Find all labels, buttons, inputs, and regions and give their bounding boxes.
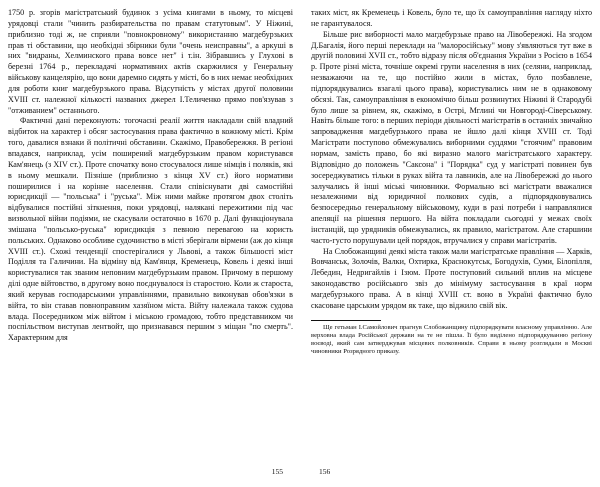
right-page <box>311 8 592 480</box>
left-paragraph-2: Фактичні дані переконують: тогочасні реалії життя накладали свій владний відбиток на характер і обсяг застосування права фактично в кожному місті. Крім того, давалися взнаки й політичні обставини. Скажімо, Правобережжя. В регіоні впадався, наприклад, усім поширений магдебурзьким правом користувався Кам'янець (з XIV ст.). Проте спочатку воно стосувалося лише німців і поляків, які в ньому мешкали. Пізніше (приблизно з кінця XV ст.) його нормативи поширилися і на корінне населення. Стали співіснувати дві самостійні юрисдикції — "польська" і "руська". Між ними майже протягом двох століть відбувалися постійні зіткнення, поки урядовці, налякані пережитими під час визвольної війни подіями, не скасували остаточно в 1670 р. Далі функціонувала змішана "польсько-руська" юрисдикція з певною перевагою на користь польських. Однаково особливе судочинство в місті зберігали вірмени (аж до кінця XVIII ст.). Схожі тенденції спостерігалися у Львові, а також більшості міст Поділля та Галичини. На відміну від Кам'янця, Кременець, Ковель і деякі інші користувалися так званим неповним магдебурзьким правом. Причому в першому ділі одне війтовство, в другому воно поєднувалося із старостою. Коли ж староста, який керував господарськими управліннями, правильно виконував обов'язки в війта, то він ставав повноправним хазяїном міста. Війту належала також судова влада. Посередником між війтом і міською громадою, тобто представником чи поспільством виступав лентвойт, що признавався першим з міщан "по смерть". Характерним для <box>8 116 293 343</box>
left-page <box>8 8 293 480</box>
footnote: Ще гетьман І.Самойлович прагнув Слобожанщину підпорядкувати власному управлінню. Але верховна влада Російської держави на те не пішла. Її було виділено підпорядкуванню регіону воєводі, який сам затверджував місцевих полковників. Справи в ньому розглядали в Москві чиновники Розрядного приказу. <box>311 323 592 356</box>
footnote-divider <box>311 320 381 321</box>
page-number-right: 156 <box>319 467 331 477</box>
right-paragraph-2: Більше рис виборності мало магдебурзьке право на Лівобережжі. На згодом Д.Багалія, його перші переклади на "малоросійську" мову з'являються тут вже в другій половині XVII ст., тобто відразу після об'єднання України з Росією в 1654 р. Проте різні міста, точніше окремі групи населення в них (селяни, наприклад, незважаючи на те, що постійно жили в містах, було позбавлене, підпорядкувались взагалі цього права), користувались ним не в однаковому обсязі. Так, самоуправління в економічно більш розвинутих Ніжині й Стародубі було лише за рівнем, як, скажімо, в Острі, Мглині чи Новгороді-Сіверському. Навіть більше того: в перших періоди діяльності магістратів в останніх звичайно запровадження магдебурзького права не йшло далі кінця XVIII ст. Тоді Магістрати поступово обмежувались виборними суддями "стоячим" правовим нормам, замість право, бо які виразно малого магістратського характеру. Відповідно до положень "Саксона" і "Порядка" суд у магістраті повинен був зосереджуватись тільки в руках війта та лавників, але на Лівобережжі до нього залучались й інші міські чиновники. Формально всі магістрати вважалися незалежними від юридичної полкових судів, а підпорядковувались безпосередньо генеральному військовому, куди в разі потреби і направлялися апеляції на рішення першого. На війта покладали сьогодні у межах своїх інстанцій, що урядників обмежувались, як правило, магістратом. Але старшини часто-густо порушували цей порядок, втручалися у справи магістратів. <box>311 29 592 245</box>
page-number-left: 155 <box>271 467 283 477</box>
left-paragraph-1: 1750 р. згорів магістратський будинок з усіма книгами в ньому, то місцеві урядовці стали "чинить разбирательства по правам статутовым". У Ніжині, приблизно тоді ж, не сприяли "повнокровному" використанню магдебурзьких прав ті обставини, що необхідні збірники були "очень неисправны", а аркуші в них "видраны, Хелминского права вовсе нет" і т.ін. Зібравшись у Глухові в березні 1764 р., перекладачі нормативних актів скаржилися у Генеральну військову канцелярію, що вони даремно сидять у місті, бо в них немає необхідних для роботи книг магдебурзького права. Відсутність у містах другої половини XVIII ст. належної кількості названих джерел І.Теличенко прямо пов'язував з "отживанием" останнього. <box>8 8 293 115</box>
right-paragraph-3: На Слобожанщині деякі міста також мали магістратське правління — Харків, Вовчанськ, Золочів, Валки, Охтирка, Краснокутськ, Богодухів, Суми, Білопілля, Лебедин, Недригайлів і Ізюм. Проте поступовий сильний вплив на місцеве законодавство російського звіз до мінімуму застосування в краї норм магдебурзького права. А в кінці XVIII ст. воно в Україні фактично було скасоване царським урядом як таке, що віджило свій вік. <box>311 246 592 310</box>
right-paragraph-1: таких міст, як Кременець і Ковель, було те, що їх самоуправління нагляду ніхто не гарантувалося. <box>311 8 592 28</box>
